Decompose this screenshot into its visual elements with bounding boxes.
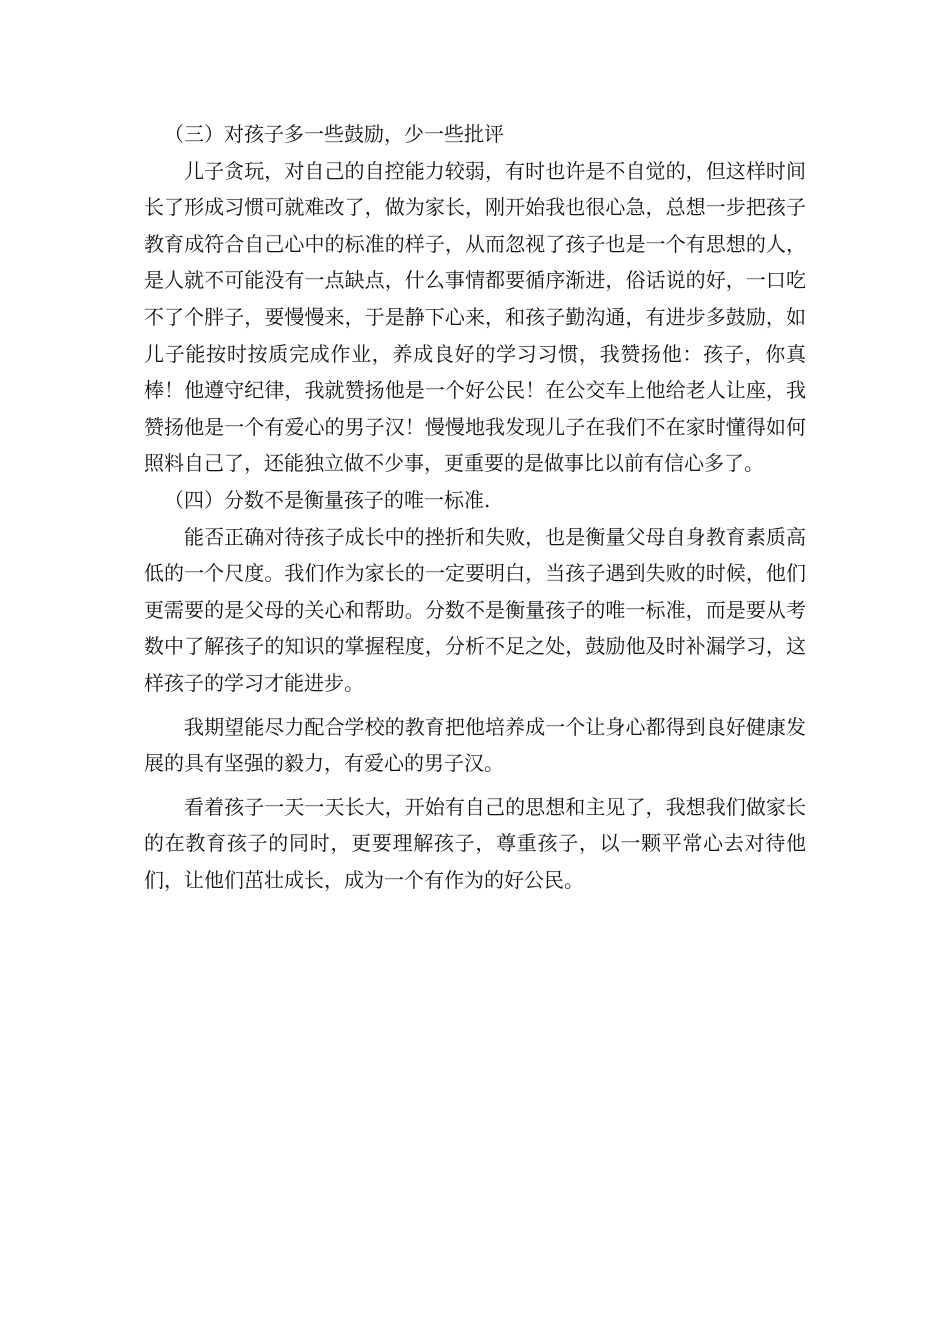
- paragraph-scores: 能否正确对待孩子成长中的挫折和失败，也是衡量父母自身教育素质高低的一个尺度。我们作为家长的一定要明白，当孩子遇到失败的时候，他们更需要的是父母的关心和帮助。分数不是衡量孩子的唯一标准，而是要从考数中了解孩子的知识的掌握程度，分析不足之处，鼓励他及时补漏学习，这样孩子的学习才能进步。: [144, 524, 806, 695]
- section-heading-3: （三）对孩子多一些鼓励，少一些批评: [164, 122, 504, 146]
- document-body: [144, 116, 806, 898]
- paragraph-encouragement: 儿子贪玩，对自己的自控能力较弱，有时也许是不自觉的，但这样时间长了形成习惯可就难改了，做为家长，刚开始我也很心急，总想一步把孩子教育成符合自己心中的标准的样子，从而忽视了孩子也是一个有思想的人，是人就不可能没有一点缺点，什么事情都要循序渐进，俗话说的好，一口吃不了个胖子，要慢慢来，于是静下心来，和孩子勤沟通，有进步多鼓励，如儿子能按时按质完成作业，养成良好的学习习惯，我赞扬他：孩子，你真棒！他遵守纪律，我就赞扬他是一个好公民！在公交车上他给老人让座，我赞扬他是一个有爱心的男子汉！慢慢地我发现儿子在我们不在家时懂得如何照料自己了，还能独立做不少事，更重要的是做事比以前有信心多了。: [144, 158, 806, 476]
- paragraph-expectation: 我期望能尽力配合学校的教育把他培养成一个让身心都得到良好健康发展的具有坚强的毅力，有爱心的男子汉。: [144, 714, 806, 776]
- paragraph-conclusion: 看着孩子一天一天长大，开始有自己的思想和主见了，我想我们做家长的在教育孩子的同时，更要理解孩子，尊重孩子，以一颗平常心去对待他们，让他们茁壮成长，成为一个有作为的好公民。: [144, 794, 806, 892]
- section-heading-4: （四）分数不是衡量孩子的唯一标准.: [164, 487, 491, 512]
